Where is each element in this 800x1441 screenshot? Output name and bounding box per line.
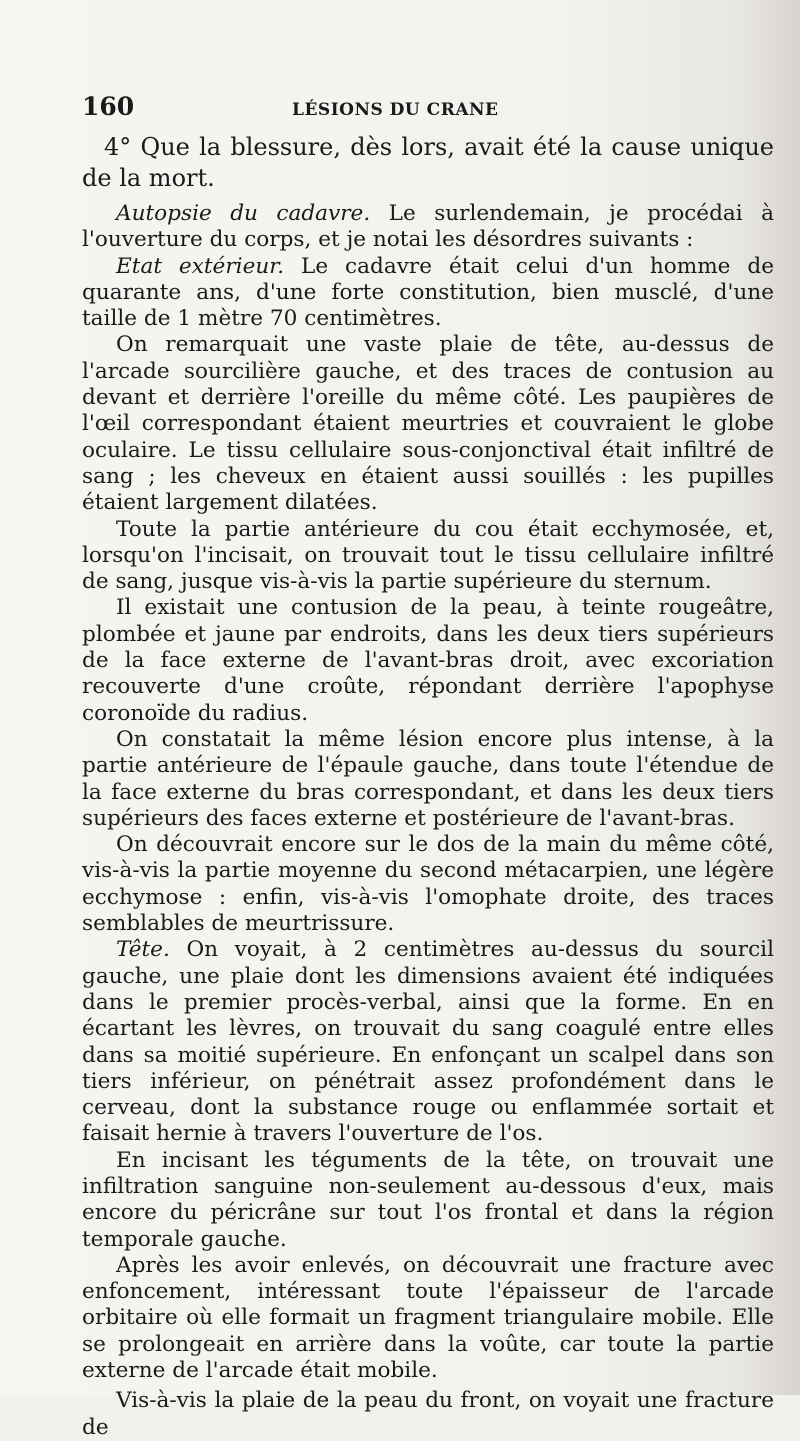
paragraph [82,201,774,254]
paragraph [82,727,774,832]
paragraph [82,832,774,937]
section-lead: Autopsie du cadavre. [116,201,371,226]
paragraph [82,937,774,1147]
paragraph-text: On découvrait encore sur le dos de la main du même côté, vis-à-vis la partie moyenne du second métacarpien, une légère ecchymose : enfin, vis-à-vis l'omophate droite, des traces semblables de meurtrissure. [82,832,774,937]
section-lead: Etat extérieur. [116,253,285,279]
paragraph [82,517,774,596]
paragraph [82,595,774,726]
paragraph-text: On remarquait une vaste plaie de tête, au-dessus de l'arcade sourcilière gauche, et des traces de contusion au devant et derrière l'oreille du même côté. Les paupières de l'œil correspondant étaient meurtries et couvraient le globe oculaire. Le tissu cellulaire sous-conjonctival était infiltré de sang ; les cheveux en étaient aussi souillés : les pupilles étaient largement dilatées. [82,332,774,516]
paragraph-text: 4° Que la blessure, dès lors, avait été la cause unique de la mort. [82,133,774,192]
page-number: 160 [82,92,135,121]
paragraph-text: Il existait une contusion de la peau, à teinte rougeâtre, plombée et jaune par endroits, dans les deux tiers supérieurs de la face externe de l'avant-bras droit, avec excoriation recouverte d'une croûte, répondant derrière l'apophyse coronoïde du radius. [82,595,774,726]
section-lead: Tête. [116,937,170,963]
paragraph-text: Vis-à-vis la plaie de la peau du front, on voyait une fracture de [82,1388,774,1440]
paragraph-text: Le surlendemain, je procédai à l'ouverture du corps, et je notai les désordres suivants : [82,201,774,253]
running-title: LÉSIONS DU CRANE [292,100,499,120]
paragraph [82,132,774,194]
paragraph-text: Après les avoir enlevés, on découvrait une fracture avec enfoncement, intéressant toute l'épaisseur de l'arcade orbitaire où elle formait un fragment triangulaire mobile. Elle se prolongeait en arrière dans la voûte, car toute la partie externe de l'arcade était mobile. [82,1252,774,1384]
paragraph [82,1148,774,1253]
paragraph [82,1388,774,1441]
body-text [82,132,774,1441]
paragraph-text: On voyait, à 2 centimètres au-dessus du sourcil gauche, une plaie dont les dimensions avaient été indiquées dans le premier procès-verbal, ainsi que la forme. En en écartant les lèvres, on trouvait du sang coagulé entre elles dans sa moitié supérieure. En enfonçant un scalpel dans son tiers inférieur, on pénétrait assez profondément dans le cerveau, dont la substance rouge ou enflammée sortait et faisait hernie à travers l'ouverture de l'os. [82,937,774,1147]
paragraph [82,332,774,516]
paragraph [82,1253,774,1384]
paragraph-text: Toute la partie antérieure du cou était ecchymosée, et, lorsqu'on l'incisait, on trouvait tout le tissu cellulaire infiltré de sang, jusque vis-à-vis la partie supérieure du sternum. [82,516,774,595]
paragraph [82,254,774,333]
paragraph-text: Le cadavre était celui d'un homme de quarante ans, d'une forte constitution, bien musclé, d'une taille de 1 mètre 70 centimètres. [82,253,774,332]
paragraph-text: On constatait la même lésion encore plus intense, à la partie antérieure de l'épaule gauche, dans toute l'étendue de la face externe du bras correspondant, et dans les deux tiers supérieurs des faces externe et postérieure de l'avant-bras. [82,726,774,831]
page-header [82,92,774,132]
paragraph-text: En incisant les téguments de la tête, on trouvait une infiltration sanguine non-seulement au-dessous d'eux, mais encore du péricrâne sur tout l'os frontal et dans la région temporale gauche. [82,1147,774,1252]
